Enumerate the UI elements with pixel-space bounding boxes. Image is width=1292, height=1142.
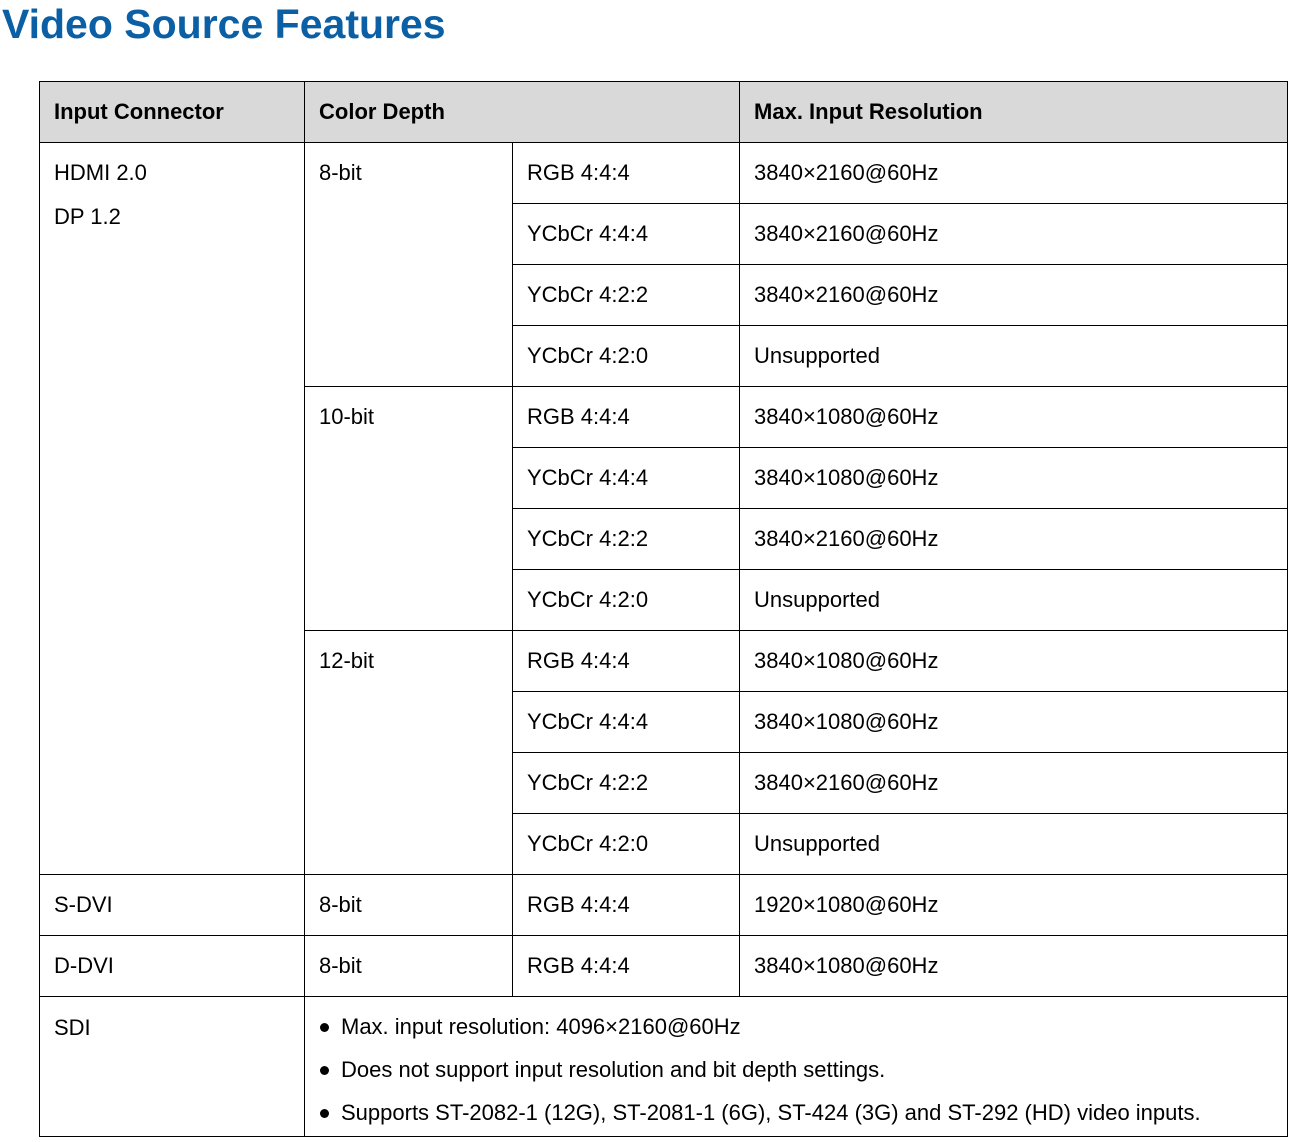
- resolution-cell: 3840×1080@60Hz: [740, 448, 1288, 509]
- depth-cell: 8-bit: [305, 143, 513, 387]
- table-row: [40, 143, 1288, 204]
- list-item: [319, 1059, 1273, 1081]
- resolution-cell: 3840×1080@60Hz: [740, 631, 1288, 692]
- connector-cell: D-DVI: [40, 936, 305, 997]
- sampling-cell: RGB 4:4:4: [513, 143, 740, 204]
- header-max-resolution: Max. Input Resolution: [740, 82, 1288, 143]
- sdi-notes-list: [319, 1016, 1273, 1124]
- depth-cell: 8-bit: [305, 875, 513, 936]
- resolution-cell: 3840×2160@60Hz: [740, 265, 1288, 326]
- header-color-depth: Color Depth: [305, 82, 740, 143]
- sdi-notes-cell: [305, 997, 1288, 1137]
- list-item: [319, 1016, 1273, 1038]
- table-row: [40, 875, 1288, 936]
- sampling-cell: YCbCr 4:4:4: [513, 692, 740, 753]
- video-source-table: [39, 81, 1288, 1137]
- resolution-cell: 3840×1080@60Hz: [740, 387, 1288, 448]
- header-input-connector: Input Connector: [40, 82, 305, 143]
- connector-label: HDMI 2.0: [54, 160, 147, 185]
- sampling-cell: YCbCr 4:2:0: [513, 814, 740, 875]
- sampling-cell: YCbCr 4:2:0: [513, 326, 740, 387]
- sampling-cell: YCbCr 4:2:2: [513, 753, 740, 814]
- resolution-cell: 1920×1080@60Hz: [740, 875, 1288, 936]
- resolution-cell: 3840×2160@60Hz: [740, 753, 1288, 814]
- table-header-row: [40, 82, 1288, 143]
- connector-cell: SDI: [40, 997, 305, 1137]
- connector-label: DP 1.2: [54, 204, 121, 229]
- sampling-cell: RGB 4:4:4: [513, 387, 740, 448]
- sdi-note-text: Max. input resolution: 4096×2160@60Hz: [341, 1014, 741, 1039]
- resolution-cell: Unsupported: [740, 570, 1288, 631]
- sdi-note-text: Supports ST-2082-1 (12G), ST-2081-1 (6G), ST-424 (3G) and ST-292 (HD) video inputs.: [341, 1100, 1201, 1125]
- table-row: [40, 936, 1288, 997]
- sampling-cell: YCbCr 4:2:2: [513, 509, 740, 570]
- sampling-cell: YCbCr 4:4:4: [513, 204, 740, 265]
- bullet-icon: [320, 1023, 329, 1032]
- resolution-cell: 3840×2160@60Hz: [740, 509, 1288, 570]
- depth-cell: 8-bit: [305, 936, 513, 997]
- connector-cell-hdmi-dp: [40, 143, 305, 875]
- resolution-cell: 3840×1080@60Hz: [740, 936, 1288, 997]
- resolution-cell: Unsupported: [740, 814, 1288, 875]
- sampling-cell: RGB 4:4:4: [513, 875, 740, 936]
- resolution-cell: 3840×1080@60Hz: [740, 692, 1288, 753]
- sampling-cell: YCbCr 4:2:0: [513, 570, 740, 631]
- sampling-cell: RGB 4:4:4: [513, 631, 740, 692]
- bullet-icon: [320, 1109, 329, 1118]
- resolution-cell: 3840×2160@60Hz: [740, 204, 1288, 265]
- page-title: Video Source Features: [2, 1, 446, 47]
- resolution-cell: 3840×2160@60Hz: [740, 143, 1288, 204]
- resolution-cell: Unsupported: [740, 326, 1288, 387]
- sdi-note-text: Does not support input resolution and bit depth settings.: [341, 1057, 886, 1082]
- connector-cell: S-DVI: [40, 875, 305, 936]
- sampling-cell: RGB 4:4:4: [513, 936, 740, 997]
- bullet-icon: [320, 1066, 329, 1075]
- table-row-sdi: [40, 997, 1288, 1137]
- depth-cell: 10-bit: [305, 387, 513, 631]
- sampling-cell: YCbCr 4:4:4: [513, 448, 740, 509]
- depth-cell: 12-bit: [305, 631, 513, 875]
- list-item: [319, 1102, 1273, 1124]
- sampling-cell: YCbCr 4:2:2: [513, 265, 740, 326]
